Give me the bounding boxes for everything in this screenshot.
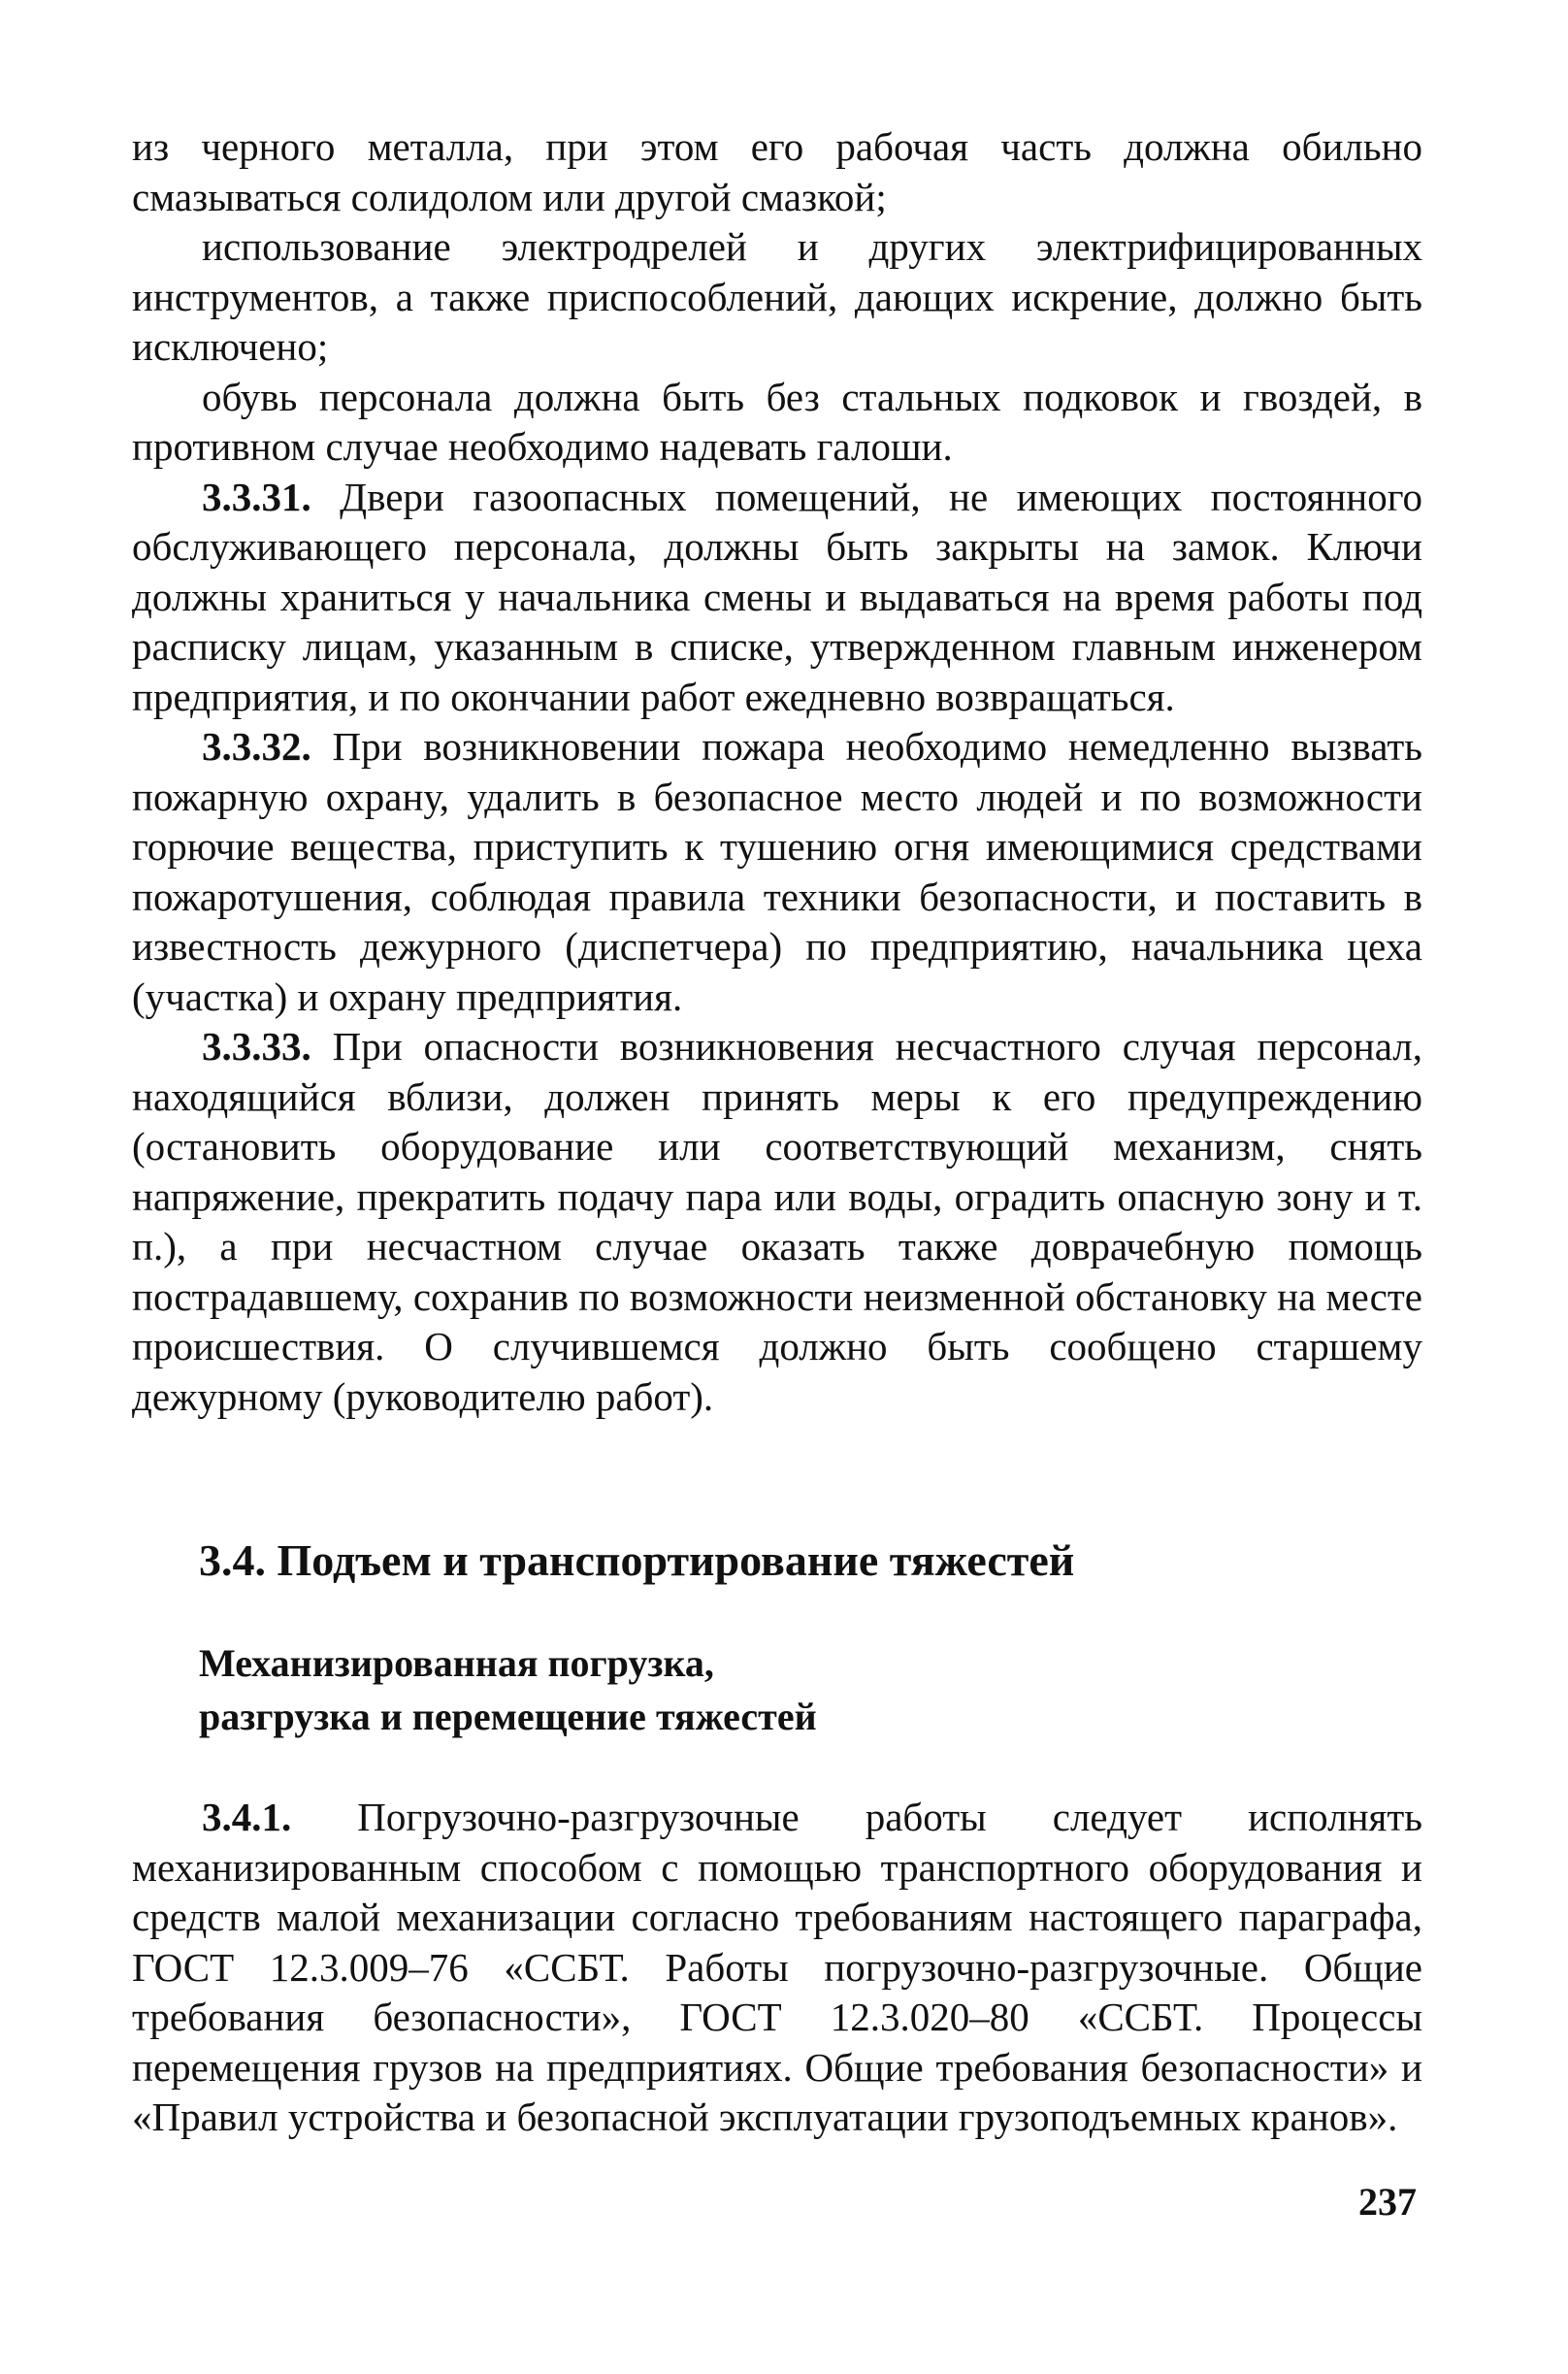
clause-number: 3.4.1. — [202, 1795, 292, 1839]
clause-3-3-33 — [132, 1022, 1422, 1422]
clause-number: 3.3.33. — [202, 1024, 311, 1069]
paragraph-footwear: обувь персонала должна быть без стальных подковок и гвоздей, в противном случае необходимо надевать галоши. — [132, 374, 1422, 469]
body-text-lower — [132, 1793, 1422, 2143]
clause-text: При возникновении пожара необходимо немедленно вызвать пожарную охрану, удалить в безопасное место людей и по возможности горючие вещества, приступить к тушению огня имеющимися средствами пожаротушения, соблюдая правила техники безопасности, и поставить в известность дежурного (диспетчера) по предприятию, начальника цеха (участка) и охрану предприятия. — [132, 724, 1422, 1019]
clause-text: Погрузочно-разгрузочные работы следует исполнять механизированным способом с помощью транспортного оборудования и средств малой механизации согласно требованиям настоящего параграфа, ГОСТ 12.3.009–76 «ССБТ. Работы погрузочно-разгрузочные. Общие требования безопасности», ГОСТ 12.3.020–80 «ССБТ. Процессы перемещения грузов на предприятиях. Общие требования безопасности» и «Правил устройства и безопасной эксплуатации грузоподъемных кранов». — [132, 1795, 1422, 2139]
clause-3-3-31 — [132, 473, 1422, 723]
page-number: 237 — [1358, 2180, 1417, 2224]
sub-heading-line-2: разгрузка и перемещение тяжестей — [199, 1695, 817, 1738]
clause-text: Двери газоопасных помещений, не имеющих постоянного обслуживающего персонала, должны быть закрыты на замок. Ключи должны храниться у начальника смены и выдаваться на время работы под расписку лицам, указанным в списке, утвержденном главным инженером предприятия, и по окончании работ ежедневно возвращаться. — [132, 474, 1422, 719]
clause-3-3-32 — [132, 722, 1422, 1022]
body-text-upper — [132, 122, 1422, 1422]
clause-number: 3.3.32. — [202, 724, 311, 769]
clause-3-4-1 — [132, 1793, 1422, 2143]
clause-text: При опасности возникновения несчастного случая персонал, находящийся вблизи, должен принять меры к его предупреждению (остановить оборудование или соответствующий механизм, снять напряжение, прекратить подачу пара или воды, оградить опасную зону и т. п.), а при несчастном случае оказать также доврачебную помощь пострадавшему, сохранив по возможности неизменной обстановку на месте происшествия. О случившемся должно быть сообщено старшему дежурному (руководителю работ). — [132, 1024, 1422, 1419]
clause-number: 3.3.31. — [202, 474, 311, 519]
sub-heading — [199, 1636, 1421, 1743]
paragraph-electric-tools: использование электродрелей и других электрифицированных инструментов, а также приспособлений, дающих искрение, должно быть исключено; — [132, 224, 1422, 369]
sub-heading-line-1: Механизированная погрузка, — [199, 1641, 714, 1685]
paragraph-lubrication: из черного металла, при этом его рабочая часть должна обильно смазываться солидолом или другой смазкой; — [132, 124, 1422, 219]
section-heading: 3.4. Подъем и транспортирование тяжестей — [199, 1535, 1075, 1585]
